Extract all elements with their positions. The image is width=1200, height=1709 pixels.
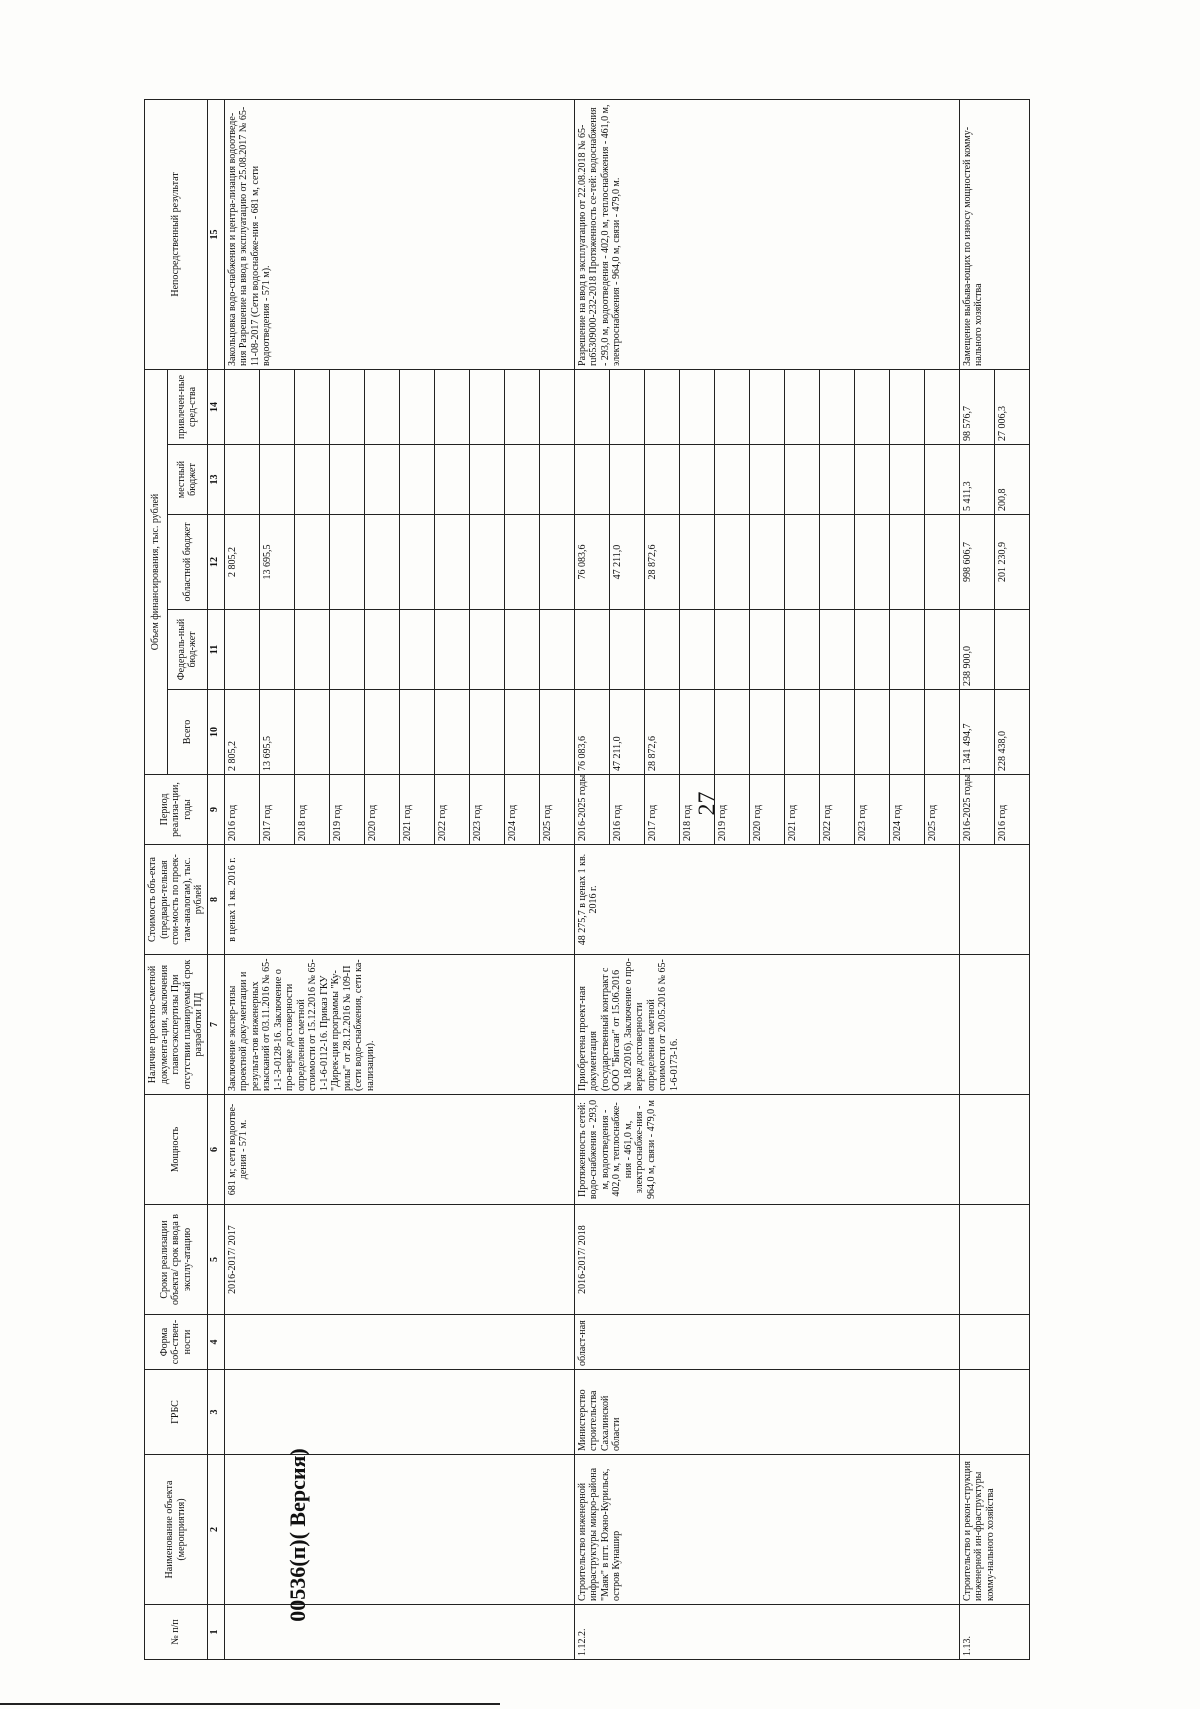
cost-cell [959,845,1029,955]
total-cell: 2 805,2 [224,690,259,775]
header-regional: областной бюджет [168,515,207,610]
period-cell: 2019 год [714,775,749,845]
period-cell: 2022 год [434,775,469,845]
header-capacity: Мощность [145,1095,208,1205]
col-number: 4 [207,1315,224,1370]
result-cell: Замещение выбыва-ющих по износу мощностей комму-нального хозяйства [959,99,1029,369]
attracted-cell [364,369,399,444]
col-number: 3 [207,1370,224,1455]
header-federal: Федераль-ный бюд-жет [168,610,207,690]
period-cell: 2016 год [609,775,644,845]
local-cell [609,445,644,515]
local-cell [924,445,959,515]
attracted-cell [749,369,784,444]
item-number-cell: 1.13. [959,1605,1029,1660]
grbs-cell [224,1370,574,1455]
local-cell [259,445,294,515]
federal-cell [434,610,469,690]
regional-cell [364,515,399,610]
federal-cell [259,610,294,690]
period-cell: 2016-2025 годы [959,775,994,845]
capacity-cell: 681 м; сети водоотве-дения - 571 м. [224,1095,574,1205]
federal-cell [224,610,259,690]
total-cell: 1 341 494,7 [959,690,994,775]
local-cell [399,445,434,515]
cost-cell: 48 275,7 в ценах 1 кв. 2016 г. [574,845,959,955]
federal-cell [609,610,644,690]
header-ownership: Форма соб-ствен-ности [145,1315,208,1370]
attracted-cell [854,369,889,444]
design-docs-cell: Заключение экспер-тизы проектной доку-ментации и результа-тов инженерных изысканий от 03.11.2016 № 65-1-1-3-0128-16. Заключение о про-верке достоверности определения сметной стоимости от 15.12.2016 № 65-1-1-6-0112-16. Приказ ГКУ "Дирек-ция программы "Ку-рилы" от 28.12.2016 № 109-П (сети водо-снабжения, сети ка-нализации). [224,955,574,1095]
terms-cell: 2016-2017/ 2018 [574,1205,959,1315]
attracted-cell [714,369,749,444]
total-cell [854,690,889,775]
regional-cell [924,515,959,610]
federal-cell [679,610,714,690]
header-row-1 [145,99,168,1659]
federal-cell [539,610,574,690]
capacity-cell: Протяженность сетей: водо-снабжения - 293,0 м, водоотведения - 402,0 м, теплоснабже-ния - 461,0 м, электроснабже-ния - 964,0 м, связи - 479,0 м [574,1095,959,1205]
local-cell [539,445,574,515]
period-cell: 2020 год [364,775,399,845]
local-cell [679,445,714,515]
block-c-item-1-13 [959,99,1029,1659]
attracted-cell [609,369,644,444]
regional-cell [539,515,574,610]
regional-cell: 28 872,6 [644,515,679,610]
col-number: 6 [207,1095,224,1205]
total-cell [679,690,714,775]
total-cell [399,690,434,775]
federal-cell [399,610,434,690]
terms-cell: 2016-2017/ 2017 [224,1205,574,1315]
total-cell [294,690,329,775]
attracted-cell [504,369,539,444]
local-cell [434,445,469,515]
block-b-item-1-12-2 [574,99,959,1659]
total-cell [504,690,539,775]
period-cell: 2022 год [819,775,854,845]
local-cell [784,445,819,515]
period-cell: 2024 год [889,775,924,845]
period-cell: 2025 год [924,775,959,845]
regional-cell [714,515,749,610]
col-number: 8 [207,845,224,955]
header-terms: Сроки реализации объекта/ срок ввода в эксплу-атацию [145,1205,208,1315]
period-cell: 2016 год [224,775,259,845]
attracted-cell [679,369,714,444]
total-cell: 228 438,0 [994,690,1029,775]
col-number: 10 [207,690,224,775]
header-total: Всего [168,690,207,775]
local-cell [469,445,504,515]
period-cell: 2016-2025 годы [574,775,609,845]
period-cell: 2021 год [784,775,819,845]
header-design-docs: Наличие проектно-сметной документа-ции, заключения главгосэкспертизы При отсутствии планируемый срок разработки ПД [145,955,208,1095]
table-row [959,99,994,1659]
col-number: 12 [207,515,224,610]
item-name-cell: Строительство и рекон-струкция инженерной ин-фраструктуры комму-нального хозяйства [959,1455,1029,1605]
regional-cell: 201 230,9 [994,515,1029,610]
col-number: 9 [207,775,224,845]
regional-cell: 998 606,7 [959,515,994,610]
table-row [224,99,259,1659]
design-docs-cell: Приобретена проект-ная документация (государственный контракт с ООО "Бигсан" от 15.06.2016 № 18/2016). Заключение о про-верке достоверности определения сметной стоимости от 20.05.2016 № 65-1-6-0173-16. [574,955,959,1095]
table-row [574,99,609,1659]
regional-cell: 47 211,0 [609,515,644,610]
total-cell [539,690,574,775]
local-cell [819,445,854,515]
regional-cell [469,515,504,610]
attracted-cell [539,369,574,444]
attracted-cell: 27 006,3 [994,369,1029,444]
item-number-cell [224,1605,574,1660]
terms-cell [959,1205,1029,1315]
federal-cell [574,610,609,690]
total-cell: 76 083,6 [574,690,609,775]
attracted-cell [819,369,854,444]
period-cell: 2016 год [994,775,1029,845]
header-result: Непосредственный результат [145,99,208,369]
local-cell [714,445,749,515]
item-number-cell: 1.12.2. [574,1605,959,1660]
header-local: местный бюджет [168,445,207,515]
period-cell: 2017 год [644,775,679,845]
period-cell: 2018 год [679,775,714,845]
federal-cell [714,610,749,690]
col-number: 13 [207,445,224,515]
attracted-cell [259,369,294,444]
federal-cell [749,610,784,690]
period-cell: 2017 год [259,775,294,845]
local-cell [294,445,329,515]
local-cell: 200,8 [994,445,1029,515]
local-cell [224,445,259,515]
page-number: 27 [694,791,721,816]
period-cell: 2023 год [854,775,889,845]
cost-cell: в ценах 1 кв. 2016 г. [224,845,574,955]
federal-cell [329,610,364,690]
ownership-cell [959,1315,1029,1370]
attracted-cell: 98 576,7 [959,369,994,444]
federal-cell [854,610,889,690]
federal-cell [504,610,539,690]
local-cell [329,445,364,515]
result-cell: Разрешение на ввод в эксплуатацию от 22.08.2018 № 65-ru65309000-232-2018 Протяженность се-тей: водоснабжения - 293,0 м, водоотведения - 402,0 м, теплоснабжения - 461,0 м, электроснабжения - 964,0 м, связи - 479,0 м. [574,99,959,369]
block-a-continuation [224,99,574,1659]
regional-cell [399,515,434,610]
local-cell [889,445,924,515]
ownership-cell [224,1315,574,1370]
attracted-cell [574,369,609,444]
header-cost: Стоимость объ-екта (предвари-тельная стои-мость по проек-там-аналогам), тыс. рублей [145,845,208,955]
attracted-cell [784,369,819,444]
local-cell: 5 411,3 [959,445,994,515]
federal-cell [819,610,854,690]
federal-cell [294,610,329,690]
regional-cell: 2 805,2 [224,515,259,610]
total-cell: 13 695,5 [259,690,294,775]
total-cell: 47 211,0 [609,690,644,775]
period-cell: 2021 год [399,775,434,845]
total-cell [784,690,819,775]
federal-cell [364,610,399,690]
total-cell [924,690,959,775]
regional-cell [819,515,854,610]
attracted-cell [294,369,329,444]
regional-cell [784,515,819,610]
attracted-cell [434,369,469,444]
federal-cell [924,610,959,690]
header-financing: Объем финансирования, тыс. рублей [145,369,168,774]
col-number: 14 [207,369,224,444]
total-cell [329,690,364,775]
ownership-cell: област-ная [574,1315,959,1370]
attracted-cell [399,369,434,444]
header-num: № п/п [145,1605,208,1660]
local-cell [644,445,679,515]
total-cell [434,690,469,775]
total-cell [819,690,854,775]
col-number: 2 [207,1455,224,1605]
attracted-cell [469,369,504,444]
local-cell [504,445,539,515]
header-grbs: ГРБС [145,1370,208,1455]
federal-cell [994,610,1029,690]
total-cell [749,690,784,775]
local-cell [854,445,889,515]
regional-cell [294,515,329,610]
federal-cell [469,610,504,690]
local-cell [749,445,784,515]
period-cell: 2023 год [469,775,504,845]
grbs-cell: Министерство строительства Сахалинской области [574,1370,959,1455]
col-number: 5 [207,1205,224,1315]
total-cell [469,690,504,775]
total-cell: 28 872,6 [644,690,679,775]
regional-cell [749,515,784,610]
total-cell [714,690,749,775]
col-number: 1 [207,1605,224,1660]
regional-cell [854,515,889,610]
regional-cell: 76 083,6 [574,515,609,610]
item-name-cell [224,1455,574,1605]
local-cell [364,445,399,515]
program-table [144,99,1030,1660]
grbs-cell [959,1370,1029,1455]
capacity-cell [959,1095,1029,1205]
header-period: Период реализа-ции, годы [145,775,208,845]
version-stamp: 00536(п)( Версия) [285,1448,310,1622]
regional-cell [504,515,539,610]
period-cell: 2019 год [329,775,364,845]
federal-cell [889,610,924,690]
column-number-row [207,99,224,1659]
attracted-cell [329,369,364,444]
col-number: 11 [207,610,224,690]
regional-cell: 13 695,5 [259,515,294,610]
scan-edge-line [0,1703,500,1705]
col-number: 7 [207,955,224,1095]
period-cell: 2020 год [749,775,784,845]
federal-cell [644,610,679,690]
federal-cell: 238 900,0 [959,610,994,690]
period-cell: 2024 год [504,775,539,845]
local-cell [574,445,609,515]
attracted-cell [644,369,679,444]
col-number: 15 [207,99,224,369]
total-cell [364,690,399,775]
header-attracted: привлечен-ные сред-ства [168,369,207,444]
attracted-cell [224,369,259,444]
period-cell: 2025 год [539,775,574,845]
design-docs-cell [959,955,1029,1095]
header-name: Наименование объекта (мероприятия) [145,1455,208,1605]
item-name-cell: Строительство инженерной инфраструктуры микро-района "Маяк" в пгт. Южно-Курильск, остров Кунашир [574,1455,959,1605]
regional-cell [889,515,924,610]
regional-cell [679,515,714,610]
attracted-cell [889,369,924,444]
result-cell: Закольцовка водо-снабжения и центра-лизация водоотведе-ния Разрешение на ввод в эксплуатацию от 25.08.2017 № 65-11-08-2017 (Сети водоснабже-ния - 681 м, сети водоотведения - 571 м). [224,99,574,369]
attracted-cell [924,369,959,444]
federal-cell [784,610,819,690]
period-cell: 2018 год [294,775,329,845]
regional-cell [329,515,364,610]
regional-cell [434,515,469,610]
total-cell [889,690,924,775]
